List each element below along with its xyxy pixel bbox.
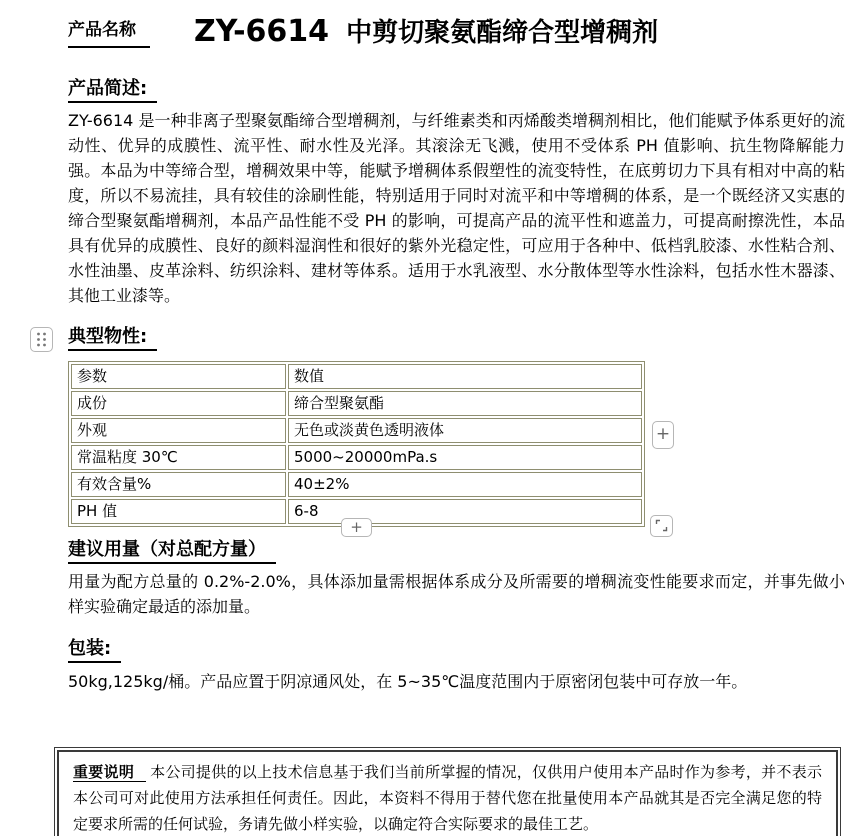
notice-paragraph: [59, 752, 836, 836]
page-title: [194, 14, 658, 48]
table-cell[interactable]: 成份: [71, 391, 286, 416]
table-header-row: [71, 364, 642, 389]
product-name-label: 产品名称: [68, 21, 150, 48]
section-typical-properties: [68, 326, 845, 539]
product-code: ZY-6614: [194, 14, 330, 49]
table-cell[interactable]: 参数: [71, 364, 286, 389]
dosage-paragraph: 用量为配方总量的 0.2%-2.0%，具体添加量需根据体系成分及所需要的增稠流变性能要求而定，并事先做小样实验确定最适的添加量。: [68, 572, 845, 617]
notice-label: 重要说明: [73, 763, 146, 782]
section-recommended-dosage: [68, 539, 845, 620]
properties-heading: 典型物性:: [68, 326, 845, 349]
table-cell[interactable]: 数值: [288, 364, 642, 389]
table-cell[interactable]: 无色或淡黄色透明液体: [288, 418, 642, 443]
plus-icon: +: [350, 517, 363, 536]
add-column-button[interactable]: [652, 421, 674, 449]
doc-header: [68, 14, 845, 48]
properties-table: [68, 361, 645, 527]
expand-corners-icon: [655, 519, 668, 532]
dosage-heading: 建议用量（对总配方量）: [68, 539, 845, 562]
table-row: [71, 445, 642, 470]
table-cell[interactable]: 40±2%: [288, 472, 642, 497]
section-product-brief: [68, 78, 845, 309]
table-row: [71, 418, 642, 443]
packaging-heading: 包装:: [68, 638, 845, 661]
table-row: [71, 472, 642, 497]
expand-table-button[interactable]: [650, 515, 673, 537]
section-packaging: [68, 638, 845, 694]
important-notice-box: [57, 750, 838, 836]
drag-handle[interactable]: [30, 327, 53, 352]
table-cell[interactable]: 常温粘度 30℃: [71, 445, 286, 470]
table-row: [71, 391, 642, 416]
table-cell[interactable]: 6-8: [288, 499, 642, 524]
table-cell[interactable]: 有效含量%: [71, 472, 286, 497]
notice-body: 本公司提供的以上技术信息基于我们当前所掌握的情况，仅供用户使用本产品时作为参考，并不表示本公司可对此使用方法承担任何责任。因此，本资料不得用于替代您在批量使用本产品就其是否完全满足您的特定要求所需的任何试验，务请先做小样实验，以确定符合实际要求的最佳工艺。: [73, 762, 822, 833]
table-cell[interactable]: 外观: [71, 418, 286, 443]
drag-dots-icon: [34, 331, 49, 348]
properties-table-zone: [68, 361, 845, 539]
plus-icon: +: [655, 424, 671, 445]
packaging-paragraph: 50kg,125kg/桶。产品应置于阴凉通风处，在 5~35℃温度范围内于原密闭包装中可存放一年。: [68, 671, 748, 691]
brief-paragraph: ZY-6614 是一种非离子型聚氨酯缔合型增稠剂，与纤维素类和丙烯酸类增稠剂相比，他们能赋予体系更好的流动性、优异的成膜性、流平性、耐水性及光泽。其滚涂无飞溅，使用不受体系 PH 值影响、抗生物降解能力强。本品为中等缔合型，增稠效果中等，能赋予增稠体系假塑性的流变特性，在底剪切力下具有相对中高的粘度，所以不易流挂，具有较佳的涂刷性能，特别适用于同时对流平和中等增稠的体系，是一个既经济又实惠的缔合型聚氨酯增稠剂，本品产品性能不受 PH 的影响，可提高产品的流平性和遮盖力，可提高耐擦洗性，本品具有优异的成膜性、良好的颜料湿润性和很好的紫外光稳定性，可应用于各种中、低档乳胶漆、水性粘合剂、水性油墨、皮革涂料、纺织涂料、建材等体系。适用于水乳液型、水分散体型等水性涂料，包括水性木器漆、其他工业漆等。: [68, 111, 845, 306]
product-title-cn: 中剪切聚氨酯缔合型增稠剂: [346, 18, 659, 48]
add-row-button[interactable]: [341, 518, 372, 537]
brief-heading: 产品简述:: [68, 78, 845, 101]
table-cell[interactable]: 缔合型聚氨酯: [288, 391, 642, 416]
table-cell[interactable]: 5000~20000mPa.s: [288, 445, 642, 470]
table-cell[interactable]: PH 值: [71, 499, 286, 524]
